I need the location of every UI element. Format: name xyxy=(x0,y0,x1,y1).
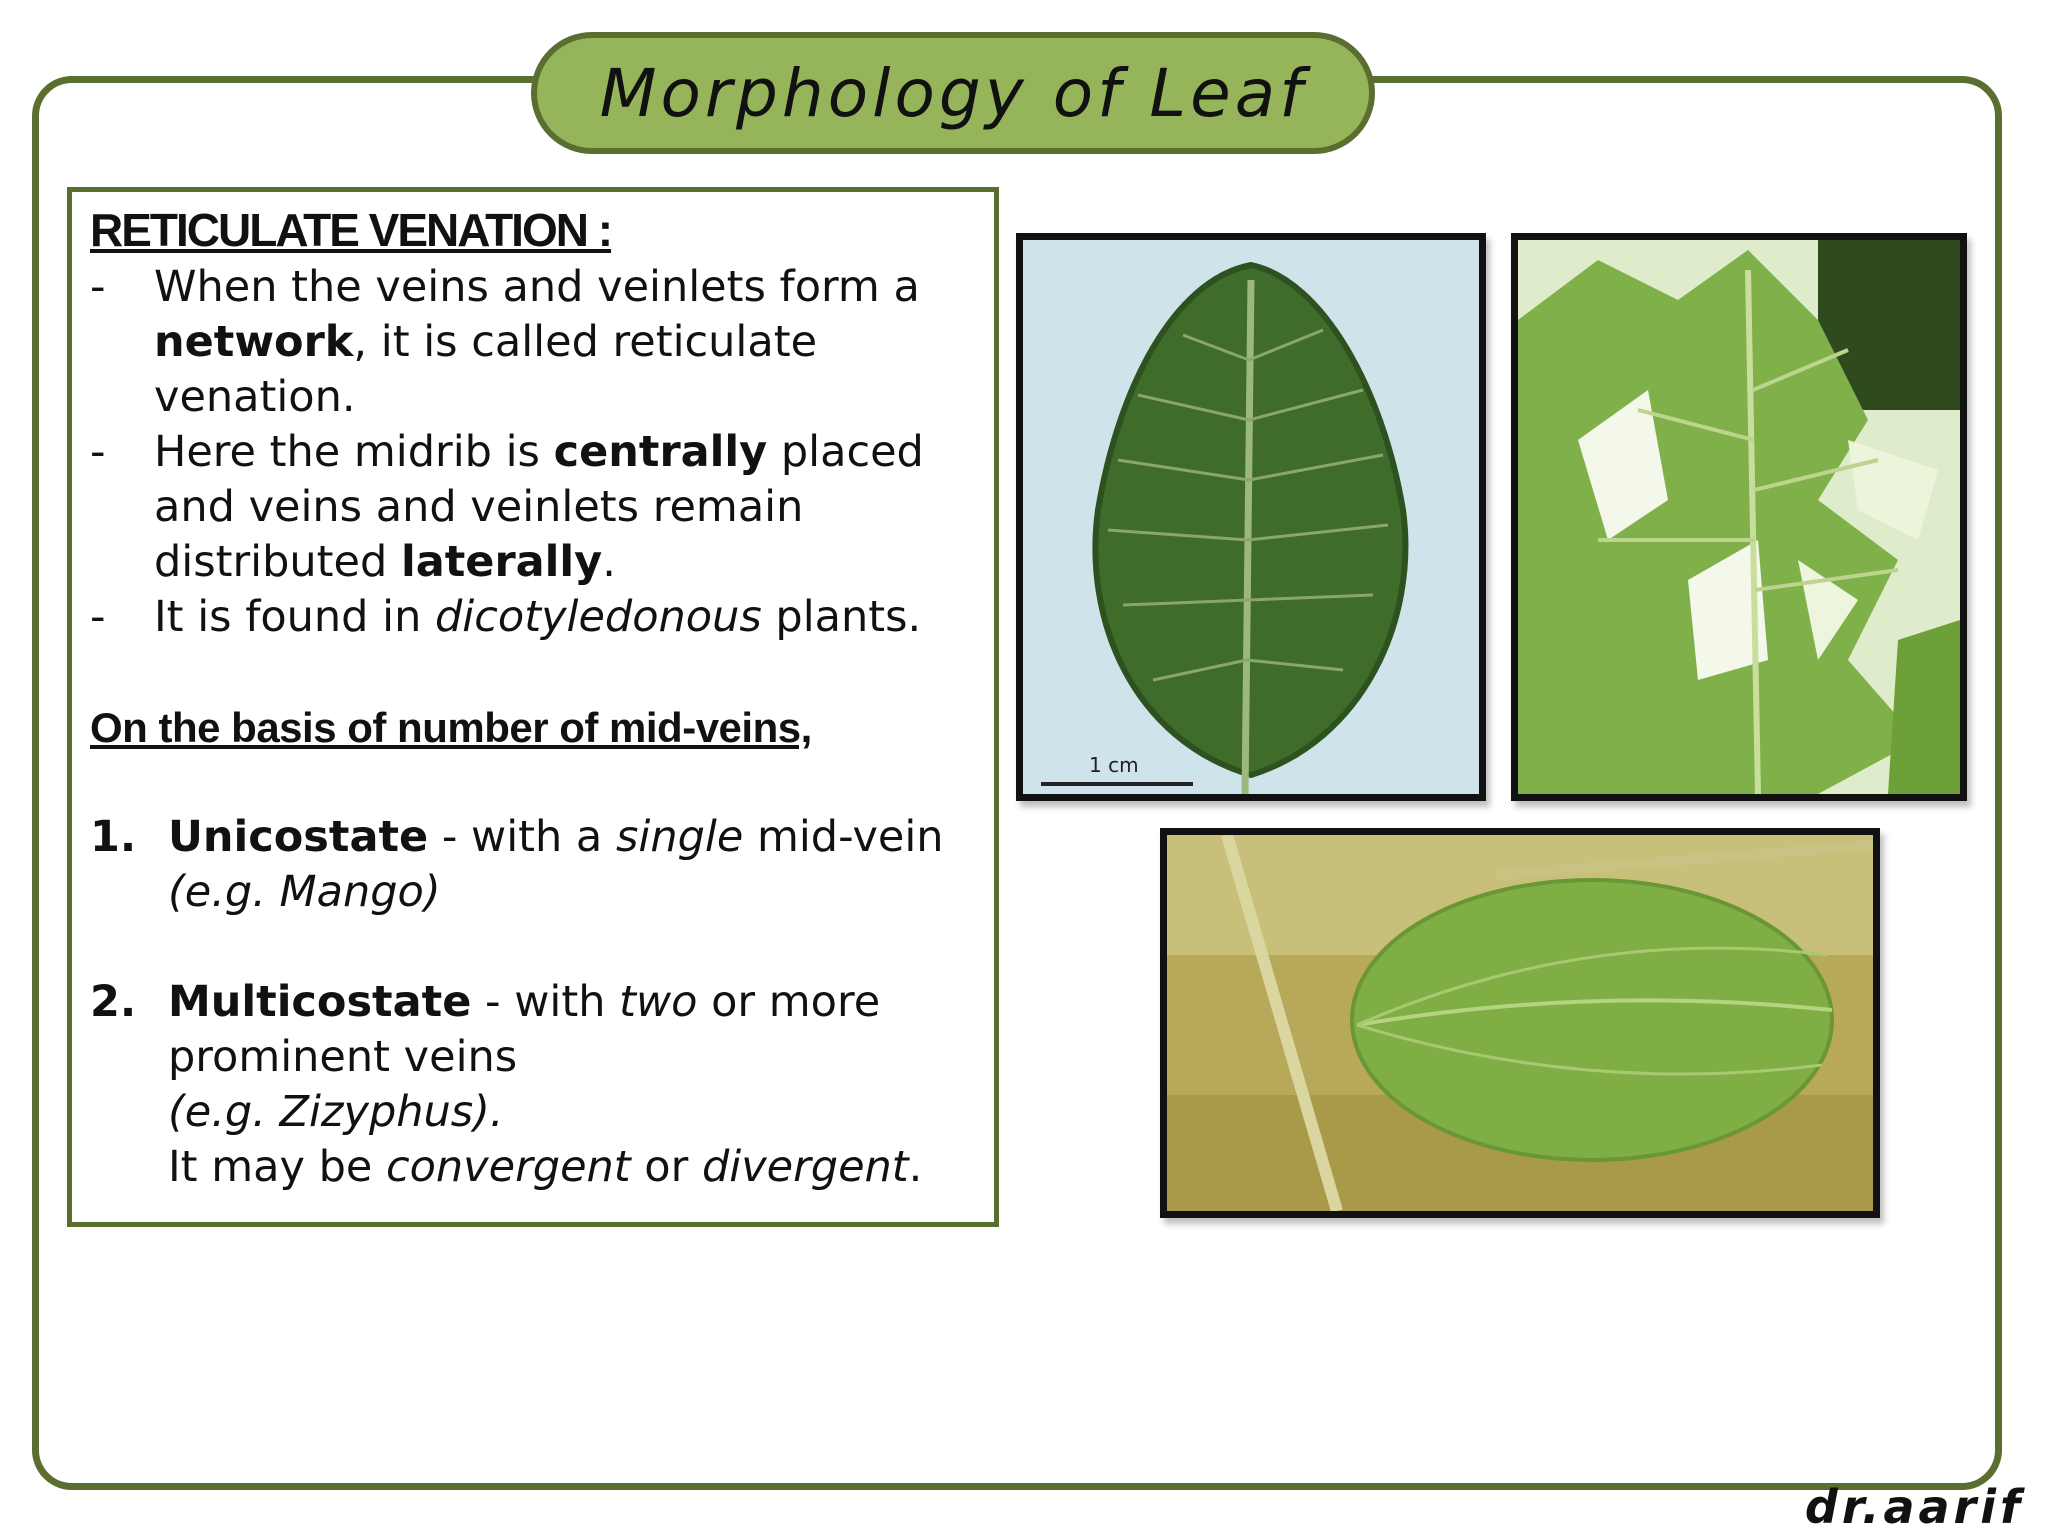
bullet-marker: - xyxy=(90,592,106,642)
bullet-item: - It is found in dicotyledonous plants. xyxy=(90,590,1010,645)
scale-caption: 1 cm xyxy=(1089,753,1139,777)
bullet-item: - Here the midrib is centrally placed and veins and veinlets remain distributed laterally. xyxy=(90,427,924,587)
title-banner xyxy=(531,32,1375,154)
content-text xyxy=(90,200,1010,1195)
list-number: 1. xyxy=(90,812,137,862)
example-text: (e.g. Mango) xyxy=(168,867,441,917)
leaf-photo-3 xyxy=(1160,828,1880,1218)
example-text: (e.g. Zizyphus). xyxy=(168,1087,504,1137)
section-heading: RETICULATE VENATION : xyxy=(90,204,612,256)
list-number: 2. xyxy=(90,977,137,1027)
page-title: Morphology of Leaf xyxy=(599,54,1307,132)
leaf-photo-1 xyxy=(1016,233,1486,801)
list-item: 1. Unicostate - with a single mid-vein (e.g. Mango) xyxy=(90,812,944,917)
bullet-marker: - xyxy=(90,262,106,312)
author-signature: dr.aarif xyxy=(1804,1480,2024,1534)
list-item: 2. Multicostate - with two or more prominent veins (e.g. Zizyphus). It may be convergent or divergent. xyxy=(90,977,923,1192)
leaf-photo-2 xyxy=(1511,233,1967,801)
bullet-item: - When the veins and veinlets form a network, it is called reticulate venation. xyxy=(90,262,920,422)
sub-heading: On the basis of number of mid-veins, xyxy=(90,704,812,751)
bullet-marker: - xyxy=(90,427,106,477)
